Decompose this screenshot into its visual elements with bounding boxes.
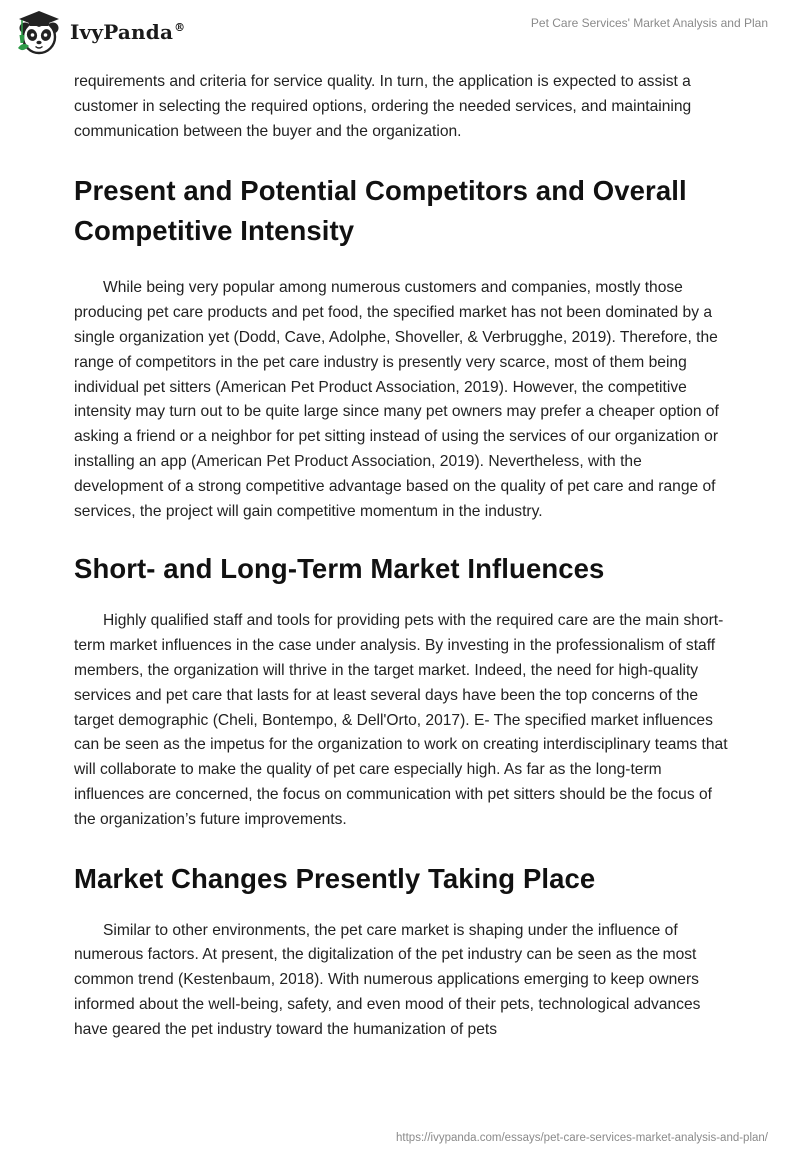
paragraph-market-changes: Similar to other environments, the pet care market is shaping under the influence of numerous factors. At present, the digitalization of the pet industry can be seen as the most common trend (Kestenbaum, 2018). With numerous applications emerging to keep owners informed about the well-being, safety, and even mood of their pets, technological advances have geared the pet industry toward the humanization of pets <box>74 921 701 1038</box>
essay-body <box>74 70 734 1043</box>
paragraph-market-influences: Highly qualified staff and tools for providing pets with the required care are the main short-term market influences in the case under analysis. By investing in the professionalism of staff members, the organization will thrive in the target market. Indeed, the need for high-quality services and pet care that lasts for at least several days have been the top concerns of the target demographic (Cheli, Bontempo, & Dell'Orto, 2017). E- The specified market influences can be seen as the impetus for the organization to work on creating interdisciplinary teams that will collaborate to make the quality of pet care especially high. As far as the long-term influences are concerned, the focus on communication with pet sitters should be the focus of the organization’s future improvements. <box>74 612 728 828</box>
heading-market-changes: Market Changes Presently Taking Place <box>74 862 596 894</box>
heading-competitors: Present and Potential Competitors and Overall Competitive Intensity <box>74 175 687 247</box>
ivypanda-logo[interactable] <box>14 8 185 56</box>
page-header <box>0 0 800 64</box>
logo-wordmark: IvyPanda® <box>70 20 186 44</box>
document-title: Pet Care Services' Market Analysis and Plan <box>530 16 768 30</box>
paragraph-intro-continued: requirements and criteria for service quality. In turn, the application is expected to assist a customer in selecting the required options, ordering the needed services, and maintaining communication between the buyer and the organization. <box>74 73 692 140</box>
paragraph-competitors: While being very popular among numerous customers and companies, mostly those producing pet care products and pet food, the specified market has not been dominated by a single organization yet (Dodd, Cave, Adolphe, Shoveller, & Verbrugghe, 2019). Therefore, the range of competitors in the pet care industry is presently very scarce, most of them being individual pet sitters (American Pet Product Association, 2019). However, the competitive intensity may turn out to be quite large since many pet owners may prefer a cheaper option of asking a friend or a neighbor for pet sitting instead of using the services of our organization or installing an app (American Pet Product Association, 2019). Nevertheless, with the development of a strong competitive advantage based on the quality of pet care and range of services, the project will gain competitive momentum in the industry. <box>74 279 719 520</box>
panda-graduate-icon <box>14 8 64 56</box>
heading-market-influences: Short- and Long-Term Market Influences <box>74 553 605 585</box>
source-url[interactable]: https://ivypanda.com/essays/pet-care-services-market-analysis-and-plan/ <box>396 1132 768 1144</box>
